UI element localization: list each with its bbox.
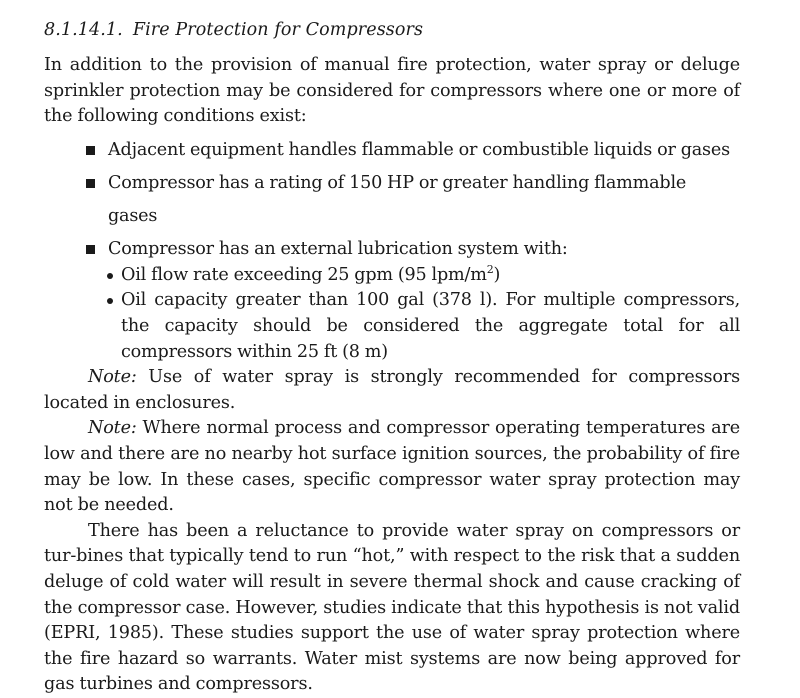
note-paragraph [44, 365, 740, 416]
round-bullet-icon [107, 273, 113, 279]
section-title: Fire Protection for Compressors [132, 20, 424, 40]
note-label: Note: [88, 418, 137, 439]
condition-item [86, 233, 740, 365]
note-label: Note: [88, 367, 137, 388]
section-number: 8.1.14.1. [44, 20, 123, 40]
subcondition-text: Oil capacity greater than 100 gal (378 l). For multiple compressors, the capacity should be considered the aggregate total for all compressors within 25 ft (8 m) [121, 290, 740, 362]
condition-text: Adjacent equipment handles flammable or combustible liquids or gases [108, 139, 730, 160]
note-paragraph [44, 416, 740, 518]
square-bullet-icon [86, 179, 95, 188]
closing-paragraph: There has been a reluctance to provide water spray on compressors or tur-bines that typically tend to run “hot,” with respect to the risk that a sudden deluge of cold water will result in severe thermal shock and cause cracking of the compressor case. However, studies indicate that this hypothesis is not valid (EPRI, 1985). These studies support the use of water spray protection where the fire hazard so warrants. Water mist systems are now being approved for gas turbines and compressors. [44, 520, 740, 695]
note-text: Use of water spray is strongly recommended for compressors located in enclosures. [44, 367, 740, 413]
document-page [44, 18, 740, 698]
subcondition-item [107, 263, 740, 289]
subcondition-tail: ) [493, 264, 501, 285]
square-bullet-icon [86, 146, 95, 155]
conditions-list [44, 134, 740, 365]
intro-paragraph: In addition to the provision of manual fire protection, water spray or deluge sprinkler protection may be considered for compressors where one or more of the following conditions exist: [44, 55, 740, 127]
section-heading [44, 18, 740, 42]
subcondition-item [107, 288, 740, 365]
condition-text: Compressor has a rating of 150 HP or greater handling flammable gases [108, 172, 687, 226]
note-text: Where normal process and compressor operating temperatures are low and there are no nearby hot surface ignition sources, the probability of fire may be low. In these cases, specific compressor water spray protection may not be needed. [44, 418, 740, 516]
condition-item [86, 167, 740, 233]
round-bullet-icon [107, 298, 113, 304]
square-bullet-icon [86, 245, 95, 254]
subcondition-text: Oil flow rate exceeding 25 gpm (95 lpm/m [121, 264, 487, 285]
condition-text: Compressor has an external lubrication system with: [108, 238, 568, 259]
lubrication-sublist [107, 263, 740, 365]
superscript: 2 [486, 262, 494, 276]
condition-item [86, 134, 740, 167]
